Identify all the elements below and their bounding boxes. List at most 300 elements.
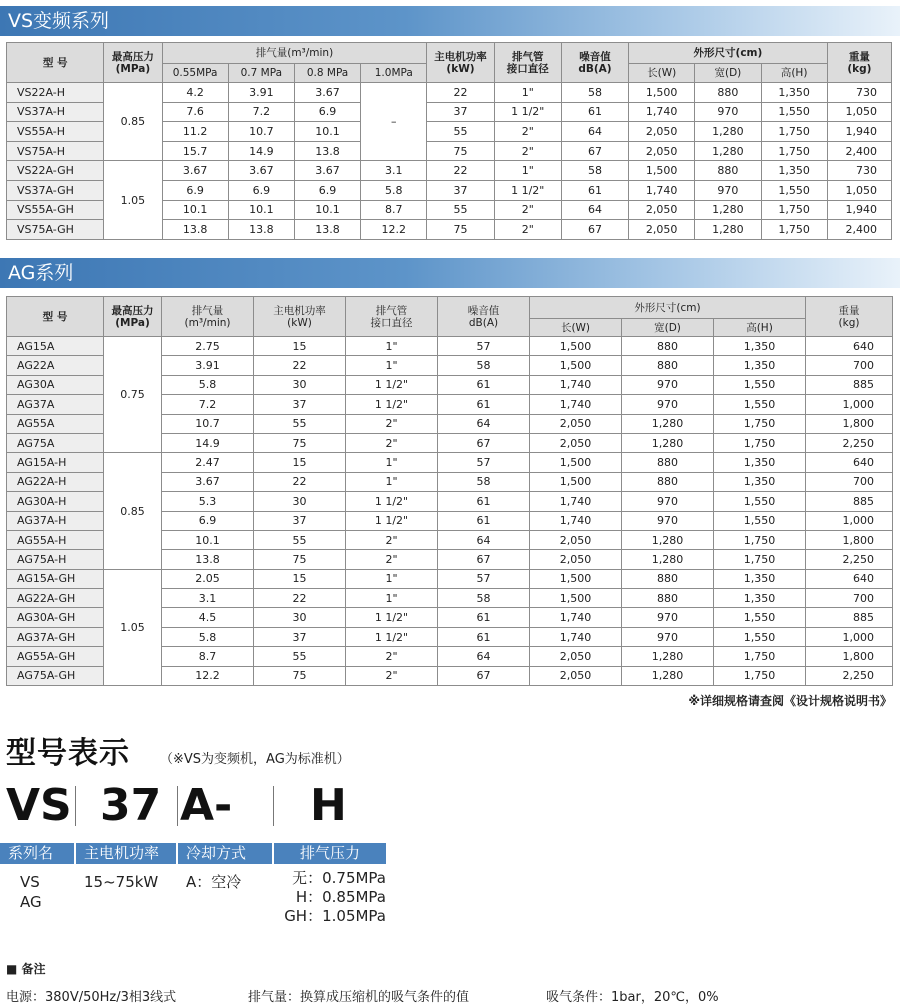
vs-header-width: 宽(D) [695,64,761,83]
length-cell: 2,050 [629,141,695,161]
air-delivery-cell: 10.7 [162,414,254,433]
vs-header-p07: 0.7 MPa [228,64,294,83]
vs-header-dimensions: 外形尺寸(cm) [629,43,828,64]
width-cell: 880 [622,472,714,491]
air-delivery-07-cell: 6.9 [228,180,294,200]
vs-header-noise [561,43,628,83]
header-label: 主电机功率 (kW) [434,50,487,75]
pipe-diameter-cell: 2" [346,666,438,685]
ag-header-motor-power [254,297,346,337]
length-cell: 1,500 [530,453,622,472]
noise-cell: 64 [438,530,530,549]
model-cell: VS22A-GH [7,161,104,181]
length-cell: 1,500 [530,569,622,588]
max-pressure-cell: 1.05 [104,161,162,239]
height-cell: 1,750 [714,647,806,666]
pipe-diameter-cell: 1" [346,453,438,472]
code-power: 37 [100,780,162,831]
max-pressure-cell: 0.85 [104,453,162,569]
width-cell: 880 [622,569,714,588]
model-cell: AG55A-GH [7,647,104,666]
vs-header-motor-power [427,43,494,83]
noise-cell: 67 [438,666,530,685]
air-delivery-cell: 5.8 [162,627,254,646]
length-cell: 1,740 [530,492,622,511]
vs-header-p10: 1.0MPa [361,64,427,83]
width-cell: 880 [695,161,761,181]
vs-header-model: 型 号 [7,43,104,83]
model-cell: AG30A [7,375,104,394]
vs-header-length: 长(W) [629,64,695,83]
ag-header-weight [806,297,893,337]
weight-cell: 1,000 [806,511,893,530]
weight-cell: 640 [806,569,893,588]
legend-pressure-none: 无：0.75MPa [292,869,386,887]
pipe-diameter-cell: 2" [494,220,561,240]
motor-power-cell: 22 [254,589,346,608]
vs-header-p055: 0.55MPa [162,64,228,83]
ag-series-title: AG系列 [0,258,900,288]
height-cell: 1,350 [714,356,806,375]
noise-cell: 58 [561,83,628,103]
length-cell: 1,500 [629,83,695,103]
air-delivery-cell: 2.75 [162,337,254,356]
ag-header-pipe [346,297,438,337]
length-cell: 1,740 [530,375,622,394]
width-cell: 1,280 [695,200,761,220]
ag-spec-table [6,296,893,686]
air-delivery-07-cell: 13.8 [228,220,294,240]
weight-cell: 2,250 [806,666,893,685]
weight-cell: 1,940 [827,122,891,142]
noise-cell: 58 [561,161,628,181]
width-cell: 880 [622,356,714,375]
model-cell: AG55A-H [7,530,104,549]
legend-cooling: A：空冷 [186,873,242,891]
legend-head-cooling: 冷却方式 [178,843,272,864]
vs-header-height: 高(H) [761,64,827,83]
legend-series-vs: VS [20,873,40,891]
air-delivery-055-cell: 6.9 [162,180,228,200]
notes-title: ■ 备注 [6,962,46,976]
weight-cell: 2,250 [806,550,893,569]
table-row [7,161,892,181]
noise-cell: 57 [438,569,530,588]
length-cell: 2,050 [629,220,695,240]
height-cell: 1,550 [761,102,827,122]
motor-power-cell: 22 [254,472,346,491]
model-cell: AG22A-H [7,472,104,491]
pipe-diameter-cell: 1" [494,83,561,103]
weight-cell: 885 [806,375,893,394]
air-delivery-cell: 14.9 [162,433,254,452]
motor-power-cell: 30 [254,375,346,394]
air-delivery-08-cell: 3.67 [294,161,360,181]
height-cell: 1,750 [761,141,827,161]
air-delivery-08-cell: 6.9 [294,102,360,122]
weight-cell: 1,800 [806,647,893,666]
noise-cell: 58 [438,589,530,608]
air-delivery-07-cell: 10.7 [228,122,294,142]
air-delivery-cell: 8.7 [162,647,254,666]
height-cell: 1,550 [714,492,806,511]
noise-cell: 61 [438,395,530,414]
note-air-delivery: 排气量：换算成压缩机的吸气条件的值 [248,990,470,1005]
air-delivery-10-cell: 3.1 [361,161,427,181]
length-cell: 1,500 [530,337,622,356]
motor-power-cell: 37 [254,395,346,414]
noise-cell: 58 [438,356,530,375]
noise-cell: 58 [438,472,530,491]
motor-power-cell: 37 [427,102,494,122]
noise-cell: 57 [438,337,530,356]
air-delivery-055-cell: 3.67 [162,161,228,181]
width-cell: 880 [695,83,761,103]
air-delivery-07-cell: 10.1 [228,200,294,220]
air-delivery-07-cell: 14.9 [228,141,294,161]
height-cell: 1,750 [761,200,827,220]
pipe-diameter-cell: 1" [346,589,438,608]
air-delivery-07-cell: 3.91 [228,83,294,103]
width-cell: 1,280 [695,122,761,142]
height-cell: 1,550 [714,511,806,530]
model-cell: AG15A-GH [7,569,104,588]
legend-divider [75,786,76,826]
weight-cell: 1,000 [806,395,893,414]
model-cell: VS55A-H [7,122,104,142]
pipe-diameter-cell: 2" [494,200,561,220]
pipe-diameter-cell: 1 1/2" [346,492,438,511]
height-cell: 1,350 [714,337,806,356]
height-cell: 1,750 [714,530,806,549]
air-delivery-055-cell: 13.8 [162,220,228,240]
air-delivery-10-cell: 5.8 [361,180,427,200]
air-delivery-cell: 3.67 [162,472,254,491]
vs-header-pipe [494,43,561,83]
pipe-diameter-cell: 2" [346,433,438,452]
motor-power-cell: 75 [254,666,346,685]
height-cell: 1,350 [714,472,806,491]
ag-header-model: 型 号 [7,297,104,337]
length-cell: 2,050 [530,414,622,433]
max-pressure-cell: 0.85 [104,83,162,161]
header-label: 重量 (kg) [847,50,872,75]
model-cell: AG30A-GH [7,608,104,627]
header-label: 最高压力 (MPa) [111,50,154,75]
model-cell: AG55A [7,414,104,433]
air-delivery-08-cell: 10.1 [294,200,360,220]
pipe-diameter-cell: 1" [346,472,438,491]
length-cell: 2,050 [530,666,622,685]
pipe-diameter-cell: 2" [346,550,438,569]
weight-cell: 700 [806,472,893,491]
noise-cell: 61 [438,627,530,646]
legend-head-series: 系列名 [0,843,74,864]
weight-cell: 1,940 [827,200,891,220]
length-cell: 1,740 [530,395,622,414]
air-delivery-08-cell: 13.8 [294,141,360,161]
weight-cell: 640 [806,453,893,472]
air-delivery-08-cell: 6.9 [294,180,360,200]
motor-power-cell: 37 [254,511,346,530]
header-label: 噪音值 dB(A) [578,50,612,75]
length-cell: 1,740 [530,627,622,646]
air-delivery-08-cell: 13.8 [294,220,360,240]
pipe-diameter-cell: 2" [346,414,438,433]
legend-pressure-gh: GH：1.05MPa [284,907,386,925]
width-cell: 970 [622,511,714,530]
table-row [7,453,893,472]
weight-cell: 1,800 [806,414,893,433]
air-delivery-055-cell: 11.2 [162,122,228,142]
length-cell: 1,500 [530,589,622,608]
code-series: VS [6,780,72,831]
pipe-diameter-cell: 1 1/2" [494,180,561,200]
length-cell: 2,050 [530,647,622,666]
width-cell: 880 [622,453,714,472]
model-cell: VS37A-H [7,102,104,122]
weight-cell: 700 [806,356,893,375]
air-delivery-cell: 3.91 [162,356,254,375]
noise-cell: 61 [438,608,530,627]
width-cell: 1,280 [622,530,714,549]
pipe-diameter-cell: 2" [494,141,561,161]
weight-cell: 700 [806,589,893,608]
height-cell: 1,750 [761,220,827,240]
table-row [7,337,893,356]
noise-cell: 61 [438,375,530,394]
weight-cell: 885 [806,492,893,511]
length-cell: 2,050 [530,550,622,569]
length-cell: 1,500 [530,356,622,375]
motor-power-cell: 22 [427,83,494,103]
vs-spec-table [6,42,892,240]
weight-cell: 2,400 [827,220,891,240]
width-cell: 970 [695,180,761,200]
ag-header-max-pressure [104,297,162,337]
weight-cell: 885 [806,608,893,627]
height-cell: 1,350 [761,83,827,103]
model-legend-title: 型号表示 [6,736,130,771]
legend-pressure-h: H：0.85MPa [295,888,386,906]
ag-header-height: 高(H) [714,319,806,337]
header-label: 主电机功率 (kW) [273,304,326,329]
header-label: 重量 (kg) [838,304,860,329]
model-cell: AG15A-H [7,453,104,472]
model-cell: AG37A [7,395,104,414]
air-delivery-cell: 2.47 [162,453,254,472]
motor-power-cell: 55 [254,414,346,433]
height-cell: 1,550 [714,627,806,646]
header-label: 最高压力 (MPa) [111,304,154,329]
air-delivery-cell: 5.8 [162,375,254,394]
header-label: 排气量 (m³/min) [184,304,231,329]
width-cell: 1,280 [622,647,714,666]
legend-pressure-list [270,869,386,926]
model-cell: AG75A-GH [7,666,104,685]
motor-power-cell: 22 [254,356,346,375]
length-cell: 2,050 [530,433,622,452]
width-cell: 970 [622,627,714,646]
length-cell: 1,500 [530,472,622,491]
header-label: 排气管 接口直径 [506,50,549,75]
length-cell: 1,740 [629,102,695,122]
weight-cell: 730 [827,161,891,181]
length-cell: 2,050 [629,122,695,142]
height-cell: 1,550 [714,608,806,627]
height-cell: 1,550 [714,395,806,414]
note-intake-condition: 吸气条件：1bar，20℃，0% [546,990,719,1005]
air-delivery-055-cell: 15.7 [162,141,228,161]
height-cell: 1,750 [714,433,806,452]
vs-header-weight [827,43,891,83]
model-cell: AG22A-GH [7,589,104,608]
model-cell: AG37A-GH [7,627,104,646]
width-cell: 970 [622,375,714,394]
legend-divider [273,786,274,826]
header-label: 噪音值 dB(A) [467,304,500,329]
motor-power-cell: 22 [427,161,494,181]
motor-power-cell: 15 [254,569,346,588]
model-cell: VS55A-GH [7,200,104,220]
air-delivery-cell: 10.1 [162,530,254,549]
height-cell: 1,350 [761,161,827,181]
noise-cell: 64 [438,414,530,433]
air-delivery-10-cell: 12.2 [361,220,427,240]
model-cell: AG75A [7,433,104,452]
height-cell: 1,350 [714,589,806,608]
pipe-diameter-cell: 1 1/2" [346,395,438,414]
width-cell: 970 [695,102,761,122]
ag-header-width: 宽(D) [622,319,714,337]
noise-cell: 61 [438,511,530,530]
noise-cell: 67 [561,141,628,161]
width-cell: 1,280 [695,220,761,240]
model-cell: VS75A-GH [7,220,104,240]
height-cell: 1,750 [714,550,806,569]
air-delivery-07-cell: 3.67 [228,161,294,181]
model-cell: AG75A-H [7,550,104,569]
motor-power-cell: 15 [254,453,346,472]
motor-power-cell: 75 [427,220,494,240]
air-delivery-08-cell: 10.1 [294,122,360,142]
noise-cell: 61 [561,180,628,200]
motor-power-cell: 55 [427,122,494,142]
legend-head-pressure: 排气压力 [274,843,386,864]
ag-table-body [7,337,893,686]
length-cell: 2,050 [629,200,695,220]
noise-cell: 67 [438,433,530,452]
width-cell: 970 [622,395,714,414]
weight-cell: 2,250 [806,433,893,452]
legend-series-ag: AG [20,893,42,911]
ag-header-length: 长(W) [530,319,622,337]
air-delivery-cell: 2.05 [162,569,254,588]
motor-power-cell: 75 [427,141,494,161]
length-cell: 1,740 [530,511,622,530]
legend-power-range: 15~75kW [84,873,159,891]
vs-header-max-pressure [104,43,162,83]
air-delivery-cell: 6.9 [162,511,254,530]
height-cell: 1,350 [714,569,806,588]
weight-cell: 730 [827,83,891,103]
length-cell: 1,740 [629,180,695,200]
height-cell: 1,550 [714,375,806,394]
weight-cell: 1,050 [827,180,891,200]
air-delivery-055-cell: 10.1 [162,200,228,220]
model-cell: AG37A-H [7,511,104,530]
max-pressure-cell: 0.75 [104,337,162,453]
pipe-diameter-cell: 1 1/2" [494,102,561,122]
code-pressure: H [310,780,347,831]
pipe-diameter-cell: 2" [346,647,438,666]
max-pressure-cell: 1.05 [104,569,162,685]
weight-cell: 640 [806,337,893,356]
legend-head-power: 主电机功率 [76,843,176,864]
length-cell: 2,050 [530,530,622,549]
motor-power-cell: 37 [427,180,494,200]
spec-note: ※详细规格请查阅《设计规格说明书》 [688,694,892,708]
vs-table-body [7,83,892,240]
pipe-diameter-cell: 1 1/2" [346,608,438,627]
weight-cell: 2,400 [827,141,891,161]
pipe-diameter-cell: 1 1/2" [346,511,438,530]
motor-power-cell: 37 [254,627,346,646]
noise-cell: 61 [438,492,530,511]
motor-power-cell: 30 [254,492,346,511]
air-delivery-10-cell: 8.7 [361,200,427,220]
vs-series-title: VS变频系列 [0,6,900,36]
code-cooling: A- [180,780,233,831]
note-power-supply: 电源：380V/50Hz/3相3线式 [6,990,177,1005]
pipe-diameter-cell: 1 1/2" [346,375,438,394]
header-label: 排气管 接口直径 [370,304,413,329]
air-delivery-cell: 4.5 [162,608,254,627]
height-cell: 1,750 [714,414,806,433]
pipe-diameter-cell: 1 1/2" [346,627,438,646]
weight-cell: 1,800 [806,530,893,549]
model-cell: VS75A-H [7,141,104,161]
pipe-diameter-cell: 1" [346,569,438,588]
air-delivery-cell: 7.2 [162,395,254,414]
model-legend-subtitle: （※VS为变频机，AG为标准机） [160,752,350,767]
motor-power-cell: 75 [254,550,346,569]
air-delivery-cell: 13.8 [162,550,254,569]
air-delivery-07-cell: 7.2 [228,102,294,122]
noise-cell: 64 [561,200,628,220]
ag-header-dimensions: 外形尺寸(cm) [530,297,806,319]
motor-power-cell: 55 [254,530,346,549]
air-delivery-cell: 3.1 [162,589,254,608]
table-row [7,569,893,588]
pipe-diameter-cell: 2" [494,122,561,142]
pipe-diameter-cell: 1" [494,161,561,181]
air-delivery-055-cell: 7.6 [162,102,228,122]
legend-divider [177,786,178,826]
weight-cell: 1,000 [806,627,893,646]
motor-power-cell: 15 [254,337,346,356]
motor-power-cell: 55 [254,647,346,666]
vs-header-air-delivery: 排气量(m³/min) [162,43,427,64]
width-cell: 1,280 [622,550,714,569]
noise-cell: 57 [438,453,530,472]
pipe-diameter-cell: 1" [346,356,438,375]
model-cell: VS37A-GH [7,180,104,200]
width-cell: 970 [622,492,714,511]
height-cell: 1,350 [714,453,806,472]
width-cell: 880 [622,589,714,608]
length-cell: 1,500 [629,161,695,181]
